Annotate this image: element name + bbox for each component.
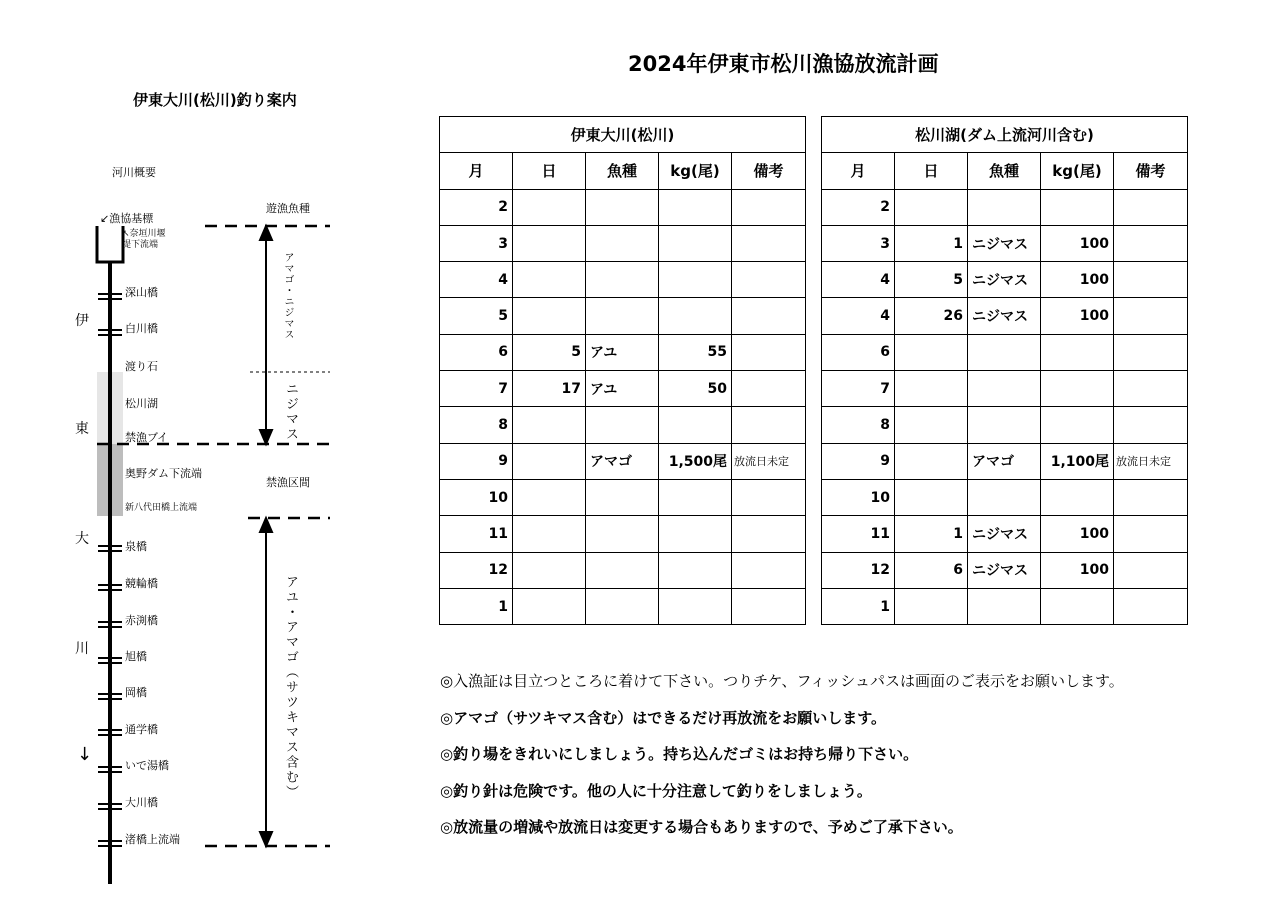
- fish-cell: アユ: [586, 334, 659, 370]
- day-cell: [513, 298, 586, 334]
- day-cell: [513, 552, 586, 588]
- column-header: 日: [895, 153, 968, 189]
- dam-outline: [97, 226, 123, 262]
- amount-cell: [1041, 588, 1114, 624]
- remarks-cell: [1114, 298, 1188, 334]
- plan-table-itoh: [439, 116, 806, 625]
- month-cell: 9: [440, 443, 513, 479]
- remarks-cell: [1114, 225, 1188, 261]
- fish-cell: [586, 479, 659, 515]
- landmark-shirakawa: 白川橋: [125, 322, 158, 335]
- remarks-cell: [1114, 407, 1188, 443]
- table-row: [440, 552, 806, 588]
- landmark-shinyachida: 新八代田橋上流端: [125, 503, 198, 513]
- remarks-cell: [1114, 262, 1188, 298]
- landmark-dam-note1: ↖奈垣川堰: [122, 229, 166, 239]
- month-cell: 1: [440, 588, 513, 624]
- table-title: 松川湖(ダム上流河川含む): [822, 117, 1188, 153]
- remarks-cell: [732, 516, 806, 552]
- day-cell: [895, 588, 968, 624]
- amount-cell: [659, 588, 732, 624]
- month-cell: 4: [822, 262, 895, 298]
- fish-cell: [586, 298, 659, 334]
- day-cell: [513, 479, 586, 515]
- day-cell: 6: [895, 552, 968, 588]
- day-cell: [895, 189, 968, 225]
- amount-cell: 1,500尾: [659, 443, 732, 479]
- amount-cell: 100: [1041, 298, 1114, 334]
- table-row: [440, 479, 806, 515]
- fish-cell: [586, 189, 659, 225]
- landmark-oka: 岡橋: [125, 686, 147, 699]
- river-char-1: 伊: [75, 313, 89, 329]
- closed-label: 禁漁区間: [266, 476, 310, 489]
- landmark-okawa: 大川橋: [125, 796, 158, 809]
- landmark-dam-note2: 堤下流端: [122, 240, 159, 250]
- amount-cell: 100: [1041, 262, 1114, 298]
- landmark-fukayama: 深山橋: [125, 286, 158, 299]
- table-row: [440, 298, 806, 334]
- month-cell: 9: [822, 443, 895, 479]
- table-row: [440, 189, 806, 225]
- fish-cell: [968, 407, 1041, 443]
- month-cell: 7: [822, 371, 895, 407]
- landmark-buoy: 禁漁ブイ: [125, 431, 169, 444]
- fish-cell: アユ: [586, 371, 659, 407]
- month-cell: 3: [822, 225, 895, 261]
- landmark-watari: 渡り石: [125, 360, 158, 373]
- remarks-cell: [732, 479, 806, 515]
- month-cell: 11: [822, 516, 895, 552]
- remarks-cell: [732, 371, 806, 407]
- month-cell: 6: [440, 334, 513, 370]
- table-row: [822, 262, 1188, 298]
- table-row: [440, 588, 806, 624]
- day-cell: [513, 443, 586, 479]
- day-cell: 5: [895, 262, 968, 298]
- month-cell: 8: [440, 407, 513, 443]
- day-cell: 5: [513, 334, 586, 370]
- remarks-cell: [1114, 189, 1188, 225]
- amount-cell: [659, 407, 732, 443]
- table-row: [440, 407, 806, 443]
- amount-cell: 1,100尾: [1041, 443, 1114, 479]
- table-row: [822, 443, 1188, 479]
- fish-cell: [968, 371, 1041, 407]
- remarks-cell: [732, 298, 806, 334]
- remarks-cell: [1114, 552, 1188, 588]
- fish-cell: アマゴ: [586, 443, 659, 479]
- remarks-cell: [732, 225, 806, 261]
- amount-cell: 100: [1041, 225, 1114, 261]
- fish-cell: ニジマス: [968, 516, 1041, 552]
- landmark-okuno: 奥野ダム下流端: [125, 467, 202, 480]
- fish-cell: [586, 407, 659, 443]
- remarks-cell: 放流日未定: [1114, 443, 1188, 479]
- day-cell: [513, 262, 586, 298]
- down-arrow-icon: ↓: [77, 744, 93, 765]
- notes-list: [440, 670, 1124, 853]
- landmark-matsukawa-lake: 松川湖: [125, 397, 158, 410]
- landmark-ideyu: いで湯橋: [125, 759, 169, 772]
- landmark-tsugaku: 通学橋: [125, 723, 158, 736]
- fish-cell: ニジマス: [968, 225, 1041, 261]
- day-cell: 26: [895, 298, 968, 334]
- column-header: 日: [513, 153, 586, 189]
- amount-cell: [659, 189, 732, 225]
- amount-cell: 55: [659, 334, 732, 370]
- day-cell: [513, 588, 586, 624]
- amount-cell: 100: [1041, 552, 1114, 588]
- fish-cell: [968, 334, 1041, 370]
- column-header: kg(尾): [1041, 153, 1114, 189]
- amount-cell: [1041, 479, 1114, 515]
- remarks-cell: [1114, 334, 1188, 370]
- river-diagram: [0, 0, 440, 904]
- note-item: ◎釣り針は危険です。他の人に十分注意して釣りをしましょう。: [440, 781, 872, 800]
- day-cell: [513, 189, 586, 225]
- note-item: ◎アマゴ（サツキマス含む）はできるだけ再放流をお願いします。: [440, 708, 886, 727]
- column-header: 魚種: [968, 153, 1041, 189]
- remarks-cell: [732, 262, 806, 298]
- month-cell: 4: [822, 298, 895, 334]
- table-header-row: [440, 153, 806, 189]
- fish-cell: ニジマス: [968, 262, 1041, 298]
- month-cell: 4: [440, 262, 513, 298]
- river-char-4: 川: [75, 641, 89, 657]
- fish-cell: [968, 479, 1041, 515]
- amount-cell: [659, 552, 732, 588]
- table-row: [440, 371, 806, 407]
- amount-cell: [1041, 189, 1114, 225]
- fish-cell: [586, 262, 659, 298]
- day-cell: [895, 479, 968, 515]
- month-cell: 12: [440, 552, 513, 588]
- month-cell: 1: [822, 588, 895, 624]
- landmark-base: ↙漁協基標: [100, 212, 154, 225]
- fish-label: 遊漁魚種: [266, 202, 310, 215]
- amount-cell: [659, 479, 732, 515]
- table-row: [822, 371, 1188, 407]
- fish-cell: アマゴ: [968, 443, 1041, 479]
- table-row: [822, 588, 1188, 624]
- plan-table-matsukawa: [821, 116, 1188, 625]
- table-row: [822, 552, 1188, 588]
- remarks-cell: [1114, 516, 1188, 552]
- overview-label: 河川概要: [112, 166, 156, 179]
- table-row: [822, 334, 1188, 370]
- column-header: 魚種: [586, 153, 659, 189]
- amount-cell: [659, 298, 732, 334]
- table-row: [822, 225, 1188, 261]
- note-item: ◎釣り場をきれいにしましょう。持ち込んだゴミはお持ち帰り下さい。: [440, 745, 919, 763]
- column-header: kg(尾): [659, 153, 732, 189]
- amount-cell: [659, 262, 732, 298]
- month-cell: 2: [822, 189, 895, 225]
- fish-cell: [586, 516, 659, 552]
- landmark-izumi: 泉橋: [125, 540, 147, 553]
- remarks-cell: [732, 407, 806, 443]
- landmark-akafuchi: 赤渕橋: [125, 614, 158, 627]
- table-header-row: [822, 153, 1188, 189]
- fish-cell: [586, 225, 659, 261]
- day-cell: 1: [895, 516, 968, 552]
- zone1-label: アマゴ・ニジマス: [282, 252, 293, 340]
- column-header: 備考: [1114, 153, 1188, 189]
- month-cell: 6: [822, 334, 895, 370]
- remarks-cell: [732, 189, 806, 225]
- day-cell: [513, 225, 586, 261]
- table-row: [822, 407, 1188, 443]
- table-row: [440, 225, 806, 261]
- amount-cell: [659, 516, 732, 552]
- landmark-nagisa: 渚橋上流端: [125, 833, 180, 846]
- amount-cell: [1041, 407, 1114, 443]
- month-cell: 5: [440, 298, 513, 334]
- amount-cell: 100: [1041, 516, 1114, 552]
- column-header: 月: [440, 153, 513, 189]
- fish-cell: ニジマス: [968, 298, 1041, 334]
- month-cell: 10: [822, 479, 895, 515]
- table-row: [440, 334, 806, 370]
- amount-cell: [659, 225, 732, 261]
- amount-cell: 50: [659, 371, 732, 407]
- column-header: 月: [822, 153, 895, 189]
- fish-cell: [968, 189, 1041, 225]
- month-cell: 11: [440, 516, 513, 552]
- day-cell: [895, 407, 968, 443]
- remarks-cell: [732, 588, 806, 624]
- table-row: [440, 443, 806, 479]
- month-cell: 3: [440, 225, 513, 261]
- remarks-cell: [1114, 371, 1188, 407]
- note-item: ◎入漁証は目立つところに着けて下さい。つりチケ、フィッシュパスは画面のご表示をお願いします。: [440, 672, 1124, 690]
- river-char-3: 大: [75, 531, 89, 547]
- remarks-cell: [732, 334, 806, 370]
- month-cell: 8: [822, 407, 895, 443]
- landmark-keirin: 競輪橋: [125, 577, 158, 590]
- day-cell: [895, 443, 968, 479]
- remarks-cell: [1114, 479, 1188, 515]
- zone3-label: アユ・アマゴ（サツキマス含む）: [283, 575, 298, 800]
- table-row: [822, 189, 1188, 225]
- remarks-cell: [732, 552, 806, 588]
- remarks-cell: [1114, 588, 1188, 624]
- landmark-asahi: 旭橋: [125, 650, 147, 663]
- guide-title: 伊東大川(松川)釣り案内: [133, 91, 297, 109]
- table-row: [822, 516, 1188, 552]
- day-cell: 17: [513, 371, 586, 407]
- table-row: [822, 298, 1188, 334]
- zone-arrows: [260, 226, 272, 846]
- note-item: ◎放流量の増減や放流日は変更する場合もありますので、予めご了承下さい。: [440, 818, 963, 836]
- fish-cell: [968, 588, 1041, 624]
- table-row: [440, 262, 806, 298]
- amount-cell: [1041, 334, 1114, 370]
- table-row: [822, 479, 1188, 515]
- amount-cell: [1041, 371, 1114, 407]
- table-title: 伊東大川(松川): [440, 117, 806, 153]
- table-row: [440, 516, 806, 552]
- fish-cell: ニジマス: [968, 552, 1041, 588]
- month-cell: 7: [440, 371, 513, 407]
- page-title: 2024年伊東市松川漁協放流計画: [628, 52, 939, 76]
- month-cell: 12: [822, 552, 895, 588]
- day-cell: [513, 407, 586, 443]
- day-cell: [895, 371, 968, 407]
- river-char-2: 東: [75, 421, 89, 437]
- fish-cell: [586, 588, 659, 624]
- day-cell: [895, 334, 968, 370]
- month-cell: 10: [440, 479, 513, 515]
- day-cell: [513, 516, 586, 552]
- column-header: 備考: [732, 153, 806, 189]
- day-cell: 1: [895, 225, 968, 261]
- zone2-label: ニジマス: [283, 382, 298, 442]
- month-cell: 2: [440, 189, 513, 225]
- fish-cell: [586, 552, 659, 588]
- remarks-cell: 放流日未定: [732, 443, 806, 479]
